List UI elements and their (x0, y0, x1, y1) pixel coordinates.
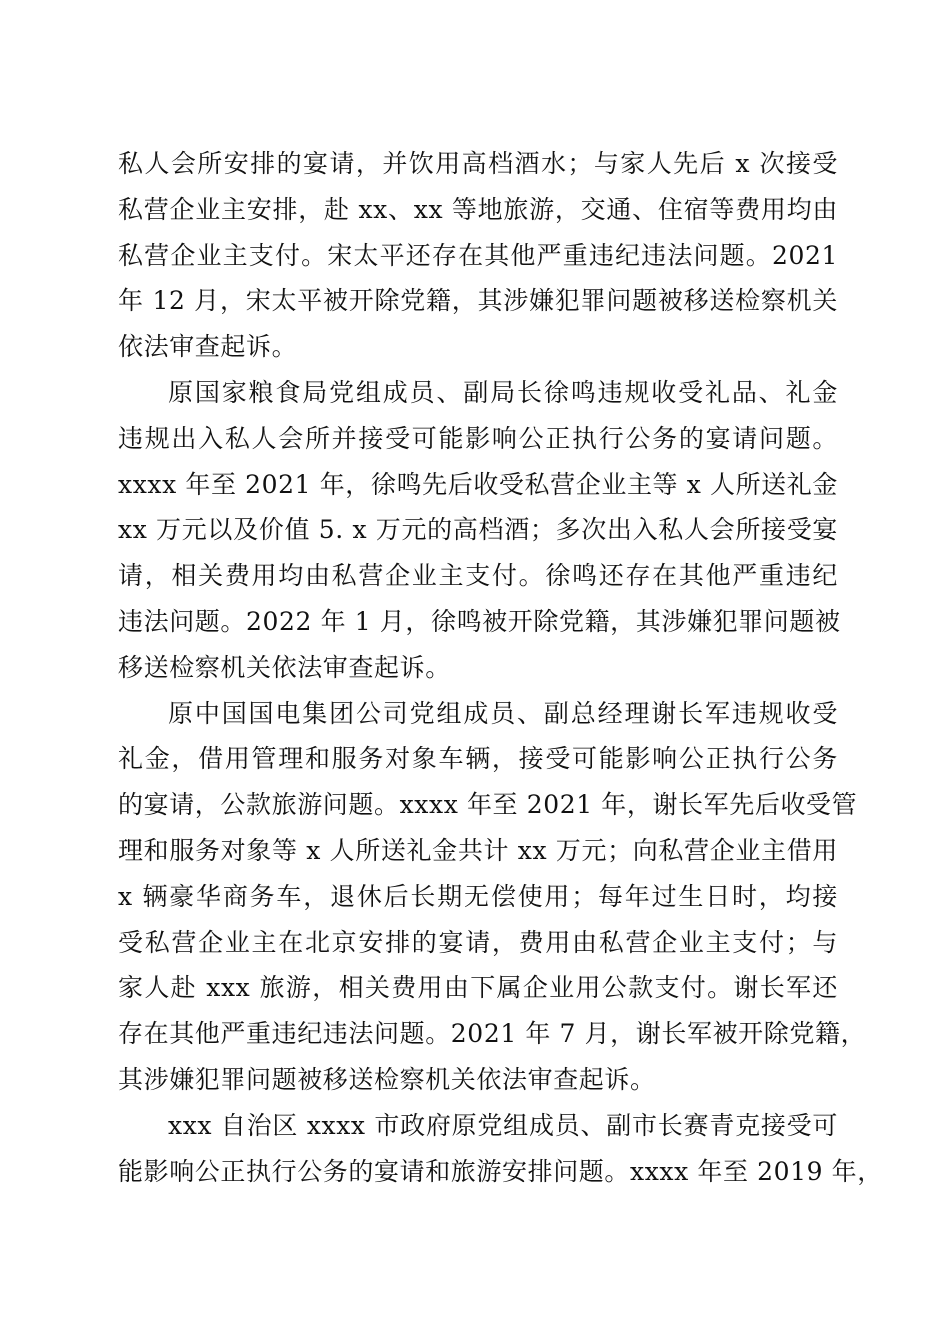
text-line: 依法审查起诉。 (118, 332, 298, 362)
text-line: 原国家粮食局党组成员、副局长徐鸣违规收受礼品、礼金 (168, 377, 838, 407)
text-line: x 辆豪华商务车，退休后长期无偿使用；每年过生日时，均接 (118, 881, 838, 911)
text-line: 移送检察机关依法审查起诉。 (118, 652, 451, 682)
text-line: 私营企业主安排，赴 xx、xx 等地旅游，交通、住宿等费用均由 (118, 194, 838, 224)
text-line: 受私营企业主在北京安排的宴请，费用由私营企业主支付；与 (118, 927, 838, 957)
text-line: 私营企业主支付。宋太平还存在其他严重违纪违法问题。2021 (118, 240, 838, 270)
text-line: 原中国国电集团公司党组成员、副总经理谢长军违规收受 (168, 698, 838, 728)
paragraph-2 (118, 370, 841, 691)
text-line: 存在其他严重违纪违法问题。2021 年 7 月，谢长军被开除党籍， (118, 1019, 867, 1049)
text-line: 家人赴 xxx 旅游，相关费用由下属企业用公款支付。谢长军还 (118, 973, 838, 1003)
text-line: 其涉嫌犯罪问题被移送检察机关依法审查起诉。 (118, 1064, 656, 1094)
text-line: 理和服务对象等 x 人所送礼金共计 xx 万元；向私营企业主借用 (118, 835, 838, 865)
text-line: xxxx 年至 2021 年，徐鸣先后收受私营企业主等 x 人所送礼金 (118, 469, 838, 499)
document-body (118, 141, 883, 1194)
text-line: 能影响公正执行公务的宴请和旅游安排问题。xxxx 年至 2019 年， (118, 1156, 883, 1186)
paragraph-4 (118, 1103, 883, 1195)
text-line: 违法问题。2022 年 1 月，徐鸣被开除党籍，其涉嫌犯罪问题被 (118, 606, 841, 636)
text-line: xx 万元以及价值 5. x 万元的高档酒；多次出入私人会所接受宴 (118, 515, 838, 545)
text-line: 礼金，借用管理和服务对象车辆，接受可能影响公正执行公务 (118, 744, 838, 774)
text-line: 的宴请，公款旅游问题。xxxx 年至 2021 年，谢长军先后收受管 (118, 790, 858, 820)
text-line: xxx 自治区 xxxx 市政府原党组成员、副市长赛青克接受可 (168, 1110, 838, 1140)
text-line: 请，相关费用均由私营企业主支付。徐鸣还存在其他严重违纪 (118, 561, 838, 591)
paragraph-3 (118, 691, 867, 1103)
text-line: 年 12 月，宋太平被开除党籍，其涉嫌犯罪问题被移送检察机关 (118, 286, 838, 316)
paragraph-1 (118, 141, 838, 370)
text-line: 私人会所安排的宴请，并饮用高档酒水；与家人先后 x 次接受 (118, 149, 838, 178)
text-line: 违规出入私人会所并接受可能影响公正执行公务的宴请问题。 (118, 423, 838, 453)
